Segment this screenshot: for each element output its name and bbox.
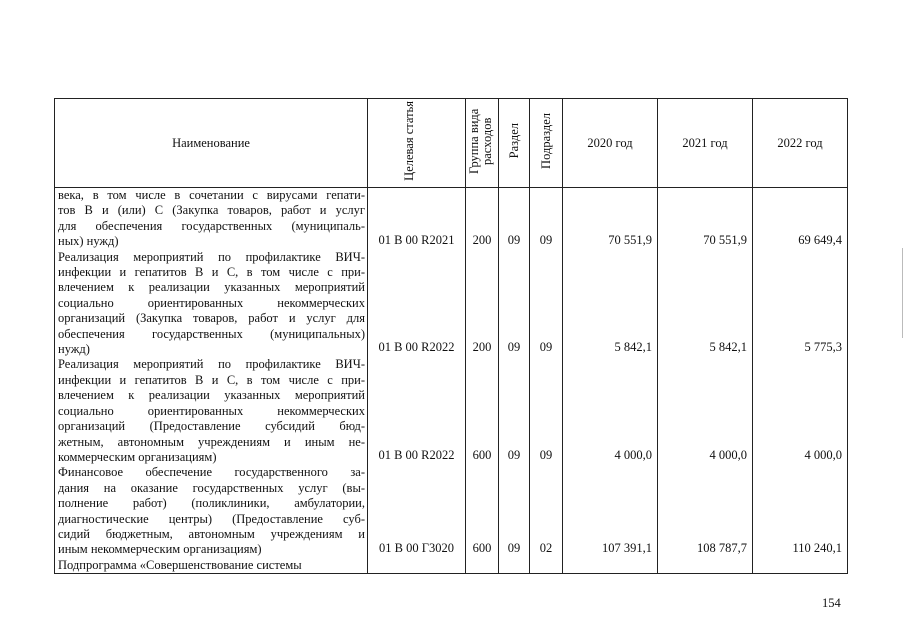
name-line: для обеспечения государственных (муниципаль- [58, 218, 365, 233]
cell-2020: 70 551,9 [563, 188, 658, 250]
cell-2022 [753, 558, 848, 574]
cell-2022: 69 649,4 [753, 188, 848, 250]
name-line: сидий бюджетным, автономным учреждениям и [58, 526, 365, 541]
cell-2021: 4 000,0 [658, 357, 753, 465]
cell-section: 09 [499, 250, 530, 358]
name-line: обеспечения государственных (муниципальных) [58, 326, 365, 341]
cell-name [55, 357, 368, 465]
cell-section: 09 [499, 357, 530, 465]
cell-expense-group: 600 [466, 357, 499, 465]
name-line: диагностические центры) (Предоставление суб- [58, 511, 365, 526]
cell-name [55, 188, 368, 250]
table-header [55, 99, 848, 188]
cell-2021: 108 787,7 [658, 465, 753, 557]
cell-2021: 70 551,9 [658, 188, 753, 250]
cell-subsection: 09 [530, 250, 563, 358]
header-target: Целевая статья [368, 99, 466, 188]
name-line: влечением к реализации указанных мероприятий [58, 388, 365, 403]
name-line: тов В и (или) С (Закупка товаров, работ и услуг [58, 203, 365, 218]
cell-2021: 5 842,1 [658, 250, 753, 358]
cell-expense-group: 200 [466, 250, 499, 358]
cell-expense-group [466, 558, 499, 574]
name-line: полнение работ) (поликлиники, амбулатории, [58, 496, 365, 511]
cell-target: 01 В 00 R2022 [368, 250, 466, 358]
header-section: Раздел [499, 99, 530, 188]
cell-section: 09 [499, 465, 530, 557]
header-expense-group: Группа вида расходов [466, 99, 499, 188]
name-line: жетным, автономным учреждениям и иным не- [58, 434, 365, 449]
name-line: дания на оказание государственных услуг (вы- [58, 480, 365, 495]
header-name: Наименование [55, 99, 368, 188]
header-subsection: Подраздел [530, 99, 563, 188]
header-2020: 2020 год [563, 99, 658, 188]
name-line: социально ориентированных некоммерческих [58, 295, 365, 310]
cell-2022: 110 240,1 [753, 465, 848, 557]
table-row [55, 558, 848, 574]
name-line: организаций (Закупка товаров, работ и услуг для [58, 311, 365, 326]
cell-2020 [563, 558, 658, 574]
name-line: иным некоммерческим организациям) [58, 542, 262, 557]
name-line: века, в том числе в сочетании с вирусами гепати- [58, 188, 365, 202]
cell-expense-group: 600 [466, 465, 499, 557]
cell-2022: 5 775,3 [753, 250, 848, 358]
name-line: нужд) [58, 342, 90, 357]
name-line: влечением к реализации указанных мероприятий [58, 280, 365, 295]
cell-section: 09 [499, 188, 530, 250]
cell-target: 01 В 00 R2021 [368, 188, 466, 250]
name-line: организаций (Предоставление субсидий бюд- [58, 419, 365, 434]
cell-expense-group: 200 [466, 188, 499, 250]
cell-subsection: 02 [530, 465, 563, 557]
name-line: Подпрограмма «Совершенствование системы [58, 557, 302, 572]
cell-2020: 107 391,1 [563, 465, 658, 557]
cell-2020: 4 000,0 [563, 357, 658, 465]
header-2021: 2021 год [658, 99, 753, 188]
cell-subsection: 09 [530, 357, 563, 465]
table-row [55, 188, 848, 250]
name-line: Финансовое обеспечение государственного за- [58, 465, 365, 480]
name-line: коммерческим организациям) [58, 449, 217, 464]
table-body [55, 188, 848, 574]
cell-name [55, 465, 368, 557]
budget-table [54, 98, 848, 574]
page-number: 154 [822, 596, 841, 610]
cell-target: 01 В 00 Г3020 [368, 465, 466, 557]
cell-target: 01 В 00 R2022 [368, 357, 466, 465]
header-2022: 2022 год [753, 99, 848, 188]
name-line: социально ориентированных некоммерческих [58, 403, 365, 418]
name-line: Реализация мероприятий по профилактике ВИЧ- [58, 249, 365, 264]
name-line: инфекции и гепатитов В и С, в том числе с при- [58, 372, 365, 387]
cell-2021 [658, 558, 753, 574]
cell-target [368, 558, 466, 574]
cell-name [55, 250, 368, 358]
table-row [55, 250, 848, 358]
cell-2022: 4 000,0 [753, 357, 848, 465]
name-line: Реализация мероприятий по профилактике ВИЧ- [58, 357, 365, 372]
name-line: ных) нужд) [58, 234, 119, 249]
cell-subsection [530, 558, 563, 574]
name-line: инфекции и гепатитов В и С, в том числе с при- [58, 265, 365, 280]
cell-section [499, 558, 530, 574]
table-row [55, 465, 848, 557]
cell-subsection: 09 [530, 188, 563, 250]
table-row [55, 357, 848, 465]
cell-2020: 5 842,1 [563, 250, 658, 358]
cell-name [55, 558, 368, 574]
scan-edge-mark [902, 248, 903, 338]
